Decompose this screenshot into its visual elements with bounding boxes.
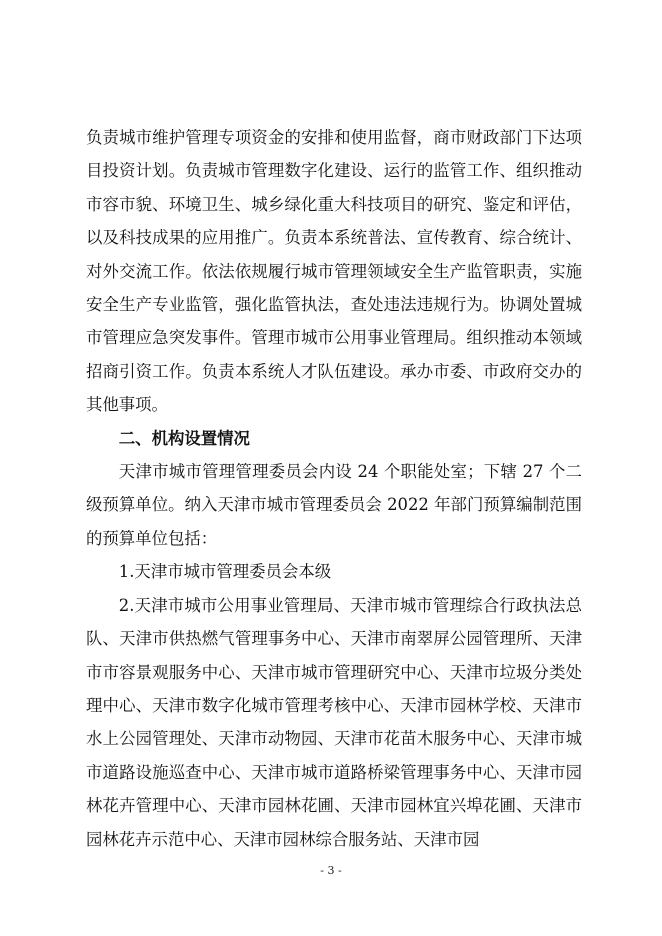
list-item-1: 1.天津市城市管理委员会本级	[118, 562, 332, 582]
paragraph-organization: 天津市城市管理管理委员会内设 24 个职能处室；下辖 27 个二级预算单位。纳入天津市城市管理委员会 2022 年部门预算编制范围的预算单位包括：	[86, 462, 582, 548]
body-text	[86, 121, 582, 856]
paragraph-responsibilities: 负责城市维护管理专项资金的安排和使用监督，商市财政部门下达项目投资计划。负责城市管理数字化建设、运行的监管工作、组织推动市容市貌、环境卫生、城乡绿化重大科技项目的研究、鉴定和评估，以及科技成果的应用推广。负责本系统普法、宣传教育、综合统计、对外交流工作。依法依规履行城市管理领域安全生产监管职责，实施安全生产专业监管，强化监管执法，查处违法违规行为。协调处置城市管理应急突发事件。管理市城市公用事业管理局。组织推动本领域招商引资工作。负责本系统人才队伍建设。承办市委、市政府交办的其他事项。	[86, 128, 582, 415]
list-item-2: 2.天津市城市公用事业管理局、天津市城市管理综合行政执法总队、天津市供热燃气管理事务中心、天津市南翠屏公园管理所、天津市市容景观服务中心、天津市城市管理研究中心、天津市垃圾分类处理中心、天津市数字化城市管理考核中心、天津市园林学校、天津市水上公园管理处、天津市动物园、天津市花苗木服务中心、天津市城市道路设施巡查中心、天津市城市道路桥梁管理事务中心、天津市园林花卉管理中心、天津市园林花圃、天津市园林宜兴埠花圃、天津市园林花卉示范中心、天津市园林综合服务站、天津市园	[86, 595, 582, 849]
page-number: - 3 -	[320, 864, 342, 877]
section-heading: 二、机构设置情况	[118, 428, 250, 448]
